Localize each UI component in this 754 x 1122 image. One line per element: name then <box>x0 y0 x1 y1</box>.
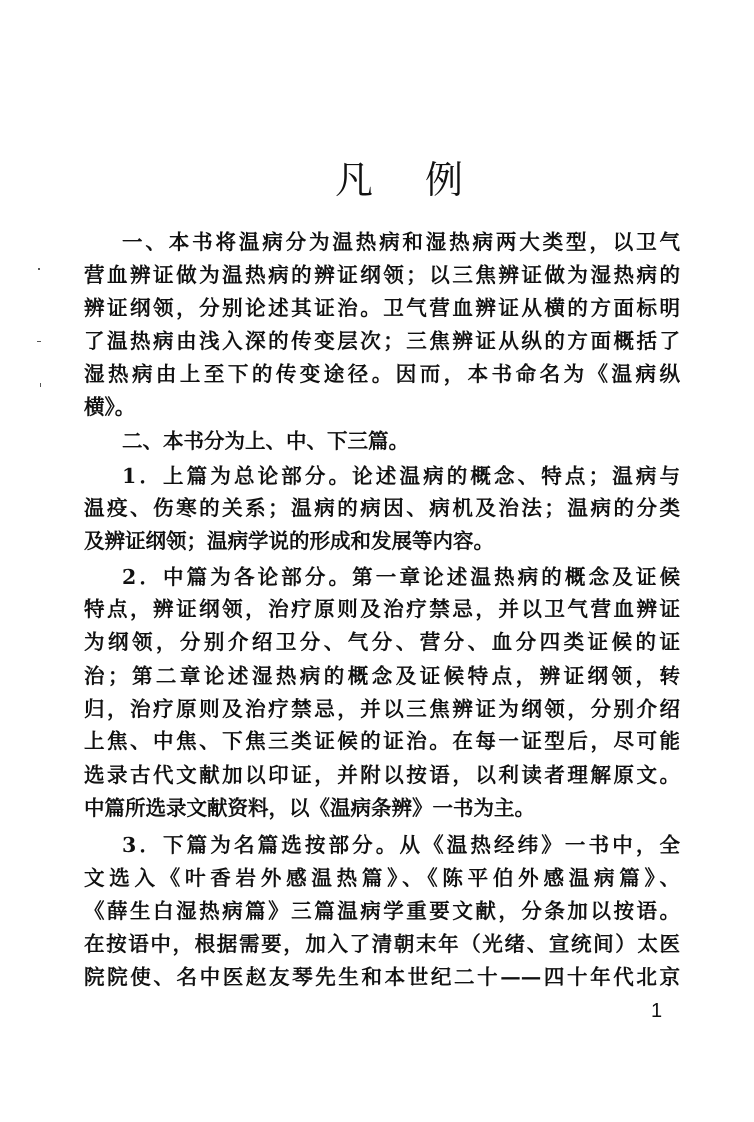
page-number: 1 <box>651 1000 663 1022</box>
page-title <box>0 155 754 205</box>
text-line: 《薛生白湿热病篇》三篇温病学重要文献，分条加以按语。 <box>84 899 680 923</box>
scan-speck <box>38 268 40 270</box>
title-char-2: 例 <box>425 158 464 202</box>
text-line: 温疫、伤寒的关系；温病的病因、病机及治法；温病的分类 <box>84 496 680 520</box>
text-line: 湿热病由上至下的传变途径。因而，本书命名为《温病纵 <box>84 362 680 386</box>
text-line: 3．下篇为名篇选按部分。从《温热经纬》一书中，全 <box>122 833 680 857</box>
text-line: 院院使、名中医赵友琴先生和本世纪二十——四十年代北京 <box>84 965 680 989</box>
text-line: 营血辨证做为温热病的辨证纲领；以三焦辨证做为湿热病的 <box>84 263 680 287</box>
text-line: 在按语中，根据需要，加入了清朝末年（光绪、宣统间）太医 <box>84 932 680 956</box>
text-line: 2．中篇为各论部分。第一章论述温热病的概念及证候 <box>122 565 680 589</box>
text-line: 为纲领，分别介绍卫分、气分、营分、血分四类证候的证 <box>84 630 680 654</box>
text-line: 归，治疗原则及治疗禁忌，并以三焦辨证为纲领，分别介绍 <box>84 697 680 721</box>
text-line: 辨证纲领，分别论述其证治。卫气营血辨证从横的方面标明 <box>84 296 680 320</box>
scan-speck <box>37 341 41 342</box>
scan-speck <box>40 383 41 387</box>
text-line: 中篇所选录文献资料，以《温病条辨》一书为主。 <box>84 796 535 820</box>
text-line: 1．上篇为总论部分。论述温病的概念、特点；温病与 <box>122 464 680 488</box>
text-line: 及辨证纲领；温病学说的形成和发展等内容。 <box>84 529 494 553</box>
text-line: 文选入《叶香岩外感温热篇》、《陈平伯外感温病篇》、 <box>84 866 680 890</box>
text-line: 特点，辨证纲领，治疗原则及治疗禁忌，并以卫气营血辨证 <box>84 597 680 621</box>
text-line: 一、本书将温病分为温热病和湿热病两大类型，以卫气 <box>122 230 680 254</box>
text-line: 了温热病由浅入深的传变层次；三焦辨证从纵的方面概括了 <box>84 329 680 353</box>
title-char-1: 凡 <box>335 158 374 202</box>
text-line: 上焦、中焦、下焦三类证候的证治。在每一证型后，尽可能 <box>84 729 680 753</box>
text-line: 选录古代文献加以印证，并附以按语，以利读者理解原文。 <box>84 763 680 787</box>
text-line: 治；第二章论述湿热病的概念及证候特点，辨证纲领，转 <box>84 664 680 688</box>
text-line: 二、本书分为上、中、下三篇。 <box>122 429 409 453</box>
text-line: 横》。 <box>84 395 136 419</box>
